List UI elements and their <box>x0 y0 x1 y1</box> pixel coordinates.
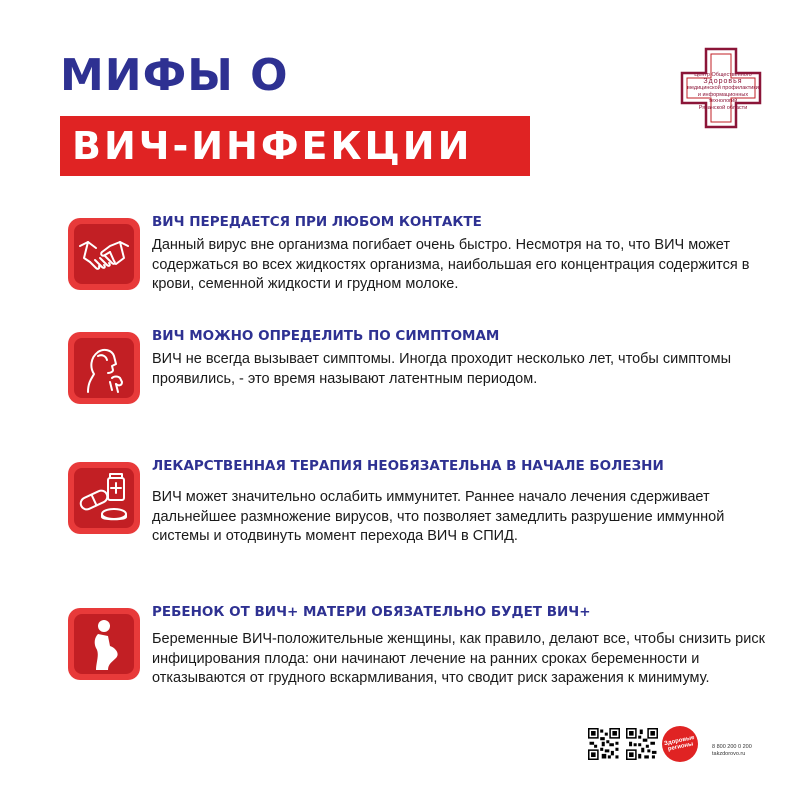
myth-heading: ВИЧ ПЕРЕДАЕТСЯ ПРИ ЛЮБОМ КОНТАКТЕ <box>152 214 482 230</box>
icon-frame <box>68 462 140 534</box>
title-line-2: ВИЧ-ИНФЕКЦИИ <box>72 124 473 168</box>
icon-frame <box>68 218 140 290</box>
logo-text <box>685 72 761 111</box>
qr-code-icon[interactable] <box>588 728 620 760</box>
hotline-phone: 8 800 200 0 200 <box>712 744 752 750</box>
website-link[interactable]: takzdorovo.ru <box>712 751 746 757</box>
myth-text: Данный вирус вне организма погибает очень быстро. Несмотря на то, что ВИЧ может содержаться во всех жидкостях организма, наибольшая его концентрация содержится в крови, семенной жидкости и грудном молоке. <box>152 237 750 292</box>
myth-heading: РЕБЕНОК ОТ ВИЧ+ МАТЕРИ ОБЯЗАТЕЛЬНО БУДЕТ ВИЧ+ <box>152 604 591 620</box>
pills-icon <box>74 468 134 528</box>
logo-line: Центр Общественного <box>694 72 752 78</box>
pregnant-woman-icon <box>74 614 134 674</box>
logo-line: Рязанской области <box>698 104 748 111</box>
myth-text: ВИЧ не всегда вызывает симптомы. Иногда проходит несколько лет, чтобы симптомы проявились, - это время называют латентным периодом. <box>152 351 731 387</box>
logo-line: и информационных технологий <box>697 91 749 104</box>
icon-frame <box>68 608 140 680</box>
coughing-person-icon <box>74 338 134 398</box>
title-line-1: МИФЫ О <box>60 50 289 101</box>
myth-text: ВИЧ может значительно ослабить иммунитет. Раннее начало лечения сдерживает дальнейшее размножение вирусов, что позволяет замедлить разрушение иммунной системы и отодвинуть момент перехода ВИЧ в СПИД. <box>152 489 725 544</box>
myth-heading: ВИЧ МОЖНО ОПРЕДЕЛИТЬ ПО СИМПТОМАМ <box>152 328 500 344</box>
logo-line: медицинской профилактики <box>687 85 759 91</box>
myth-text: Беременные ВИЧ-положительные женщины, как правило, делают все, чтобы снизить риск инфицирования плода: они начинают лечение на ранних сроках беременности и отказываются от грудного вскармливания, что сводит риск заражения к минимуму. <box>152 631 765 686</box>
logo-line: Здоровья <box>703 77 743 85</box>
icon-frame <box>68 332 140 404</box>
badge-text: Здоровые регионы <box>663 734 696 753</box>
myth-heading: ЛЕКАРСТВЕННАЯ ТЕРАПИЯ НЕОБЯЗАТЕЛЬНА В НАЧАЛЕ БОЛЕЗНИ <box>152 458 664 474</box>
handshake-icon <box>74 224 134 284</box>
contact-info <box>712 744 772 758</box>
qr-code-icon[interactable] <box>626 728 658 760</box>
